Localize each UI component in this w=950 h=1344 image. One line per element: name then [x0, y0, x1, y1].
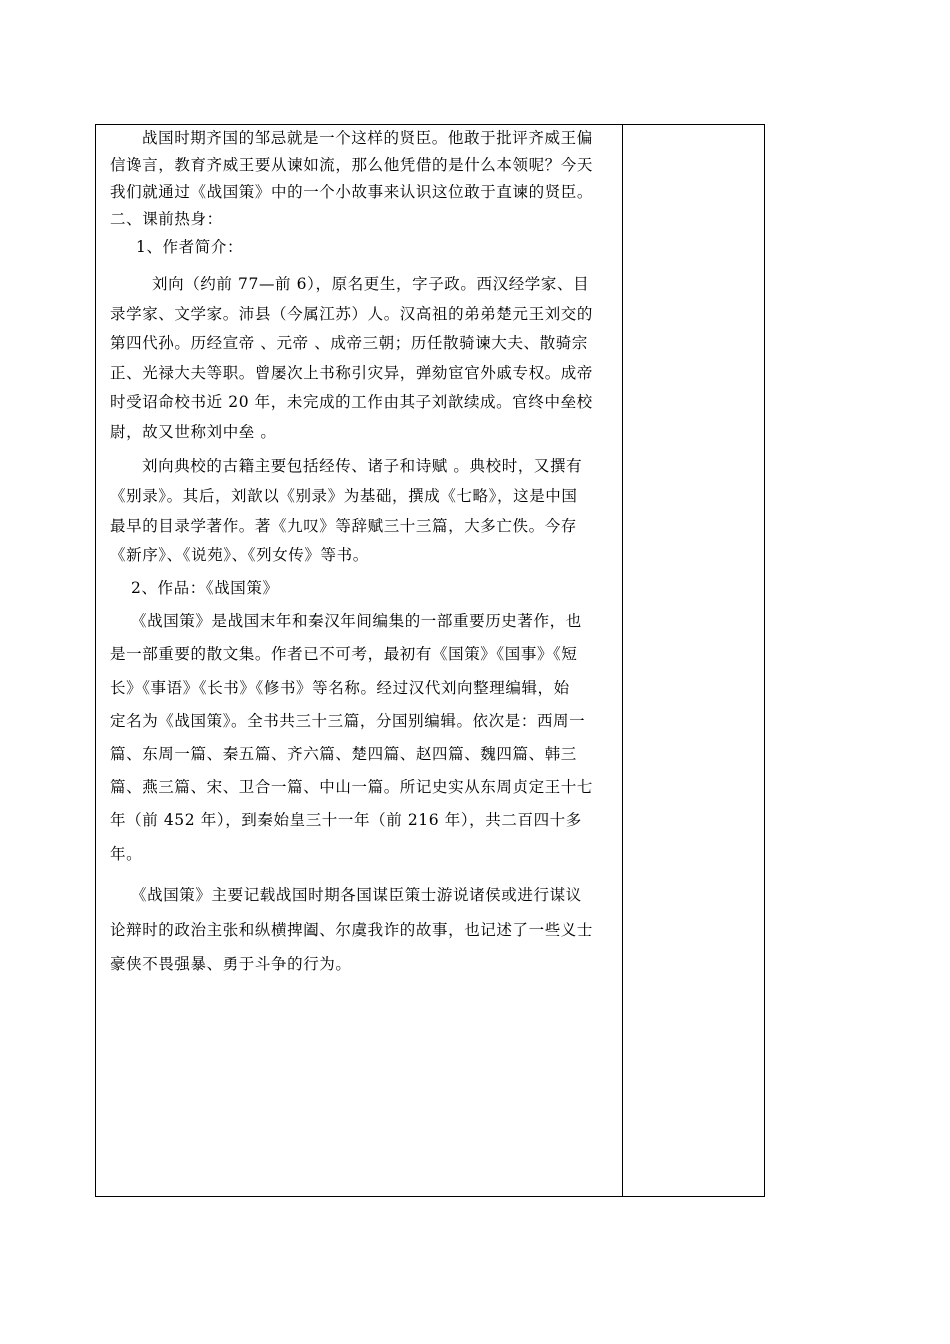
text-line: 定名为《战国策》。全书共三十三篇，分国别编辑。依次是：西周一: [110, 712, 586, 730]
main-text-cell: [96, 125, 623, 1196]
text-line: 论辩时的政治主张和纵横捭阖、尔虞我诈的故事，也记述了一些义士: [110, 921, 594, 939]
text-line: 我们就通过《战国策》中的一个小故事来认识这位敢于直谏的贤臣。: [110, 183, 594, 201]
text-line: 刘向典校的古籍主要包括经传、诸子和诗赋 。典校时，又撰有: [142, 457, 583, 475]
text-line: 时受诏命校书近 20 年，未完成的工作由其子刘歆续成。官终中垒校: [110, 393, 593, 411]
subsection-heading: 1、作者简介：: [136, 238, 244, 256]
text-line: 最早的目录学著作。著《九叹》等辞赋三十三篇，大多亡佚。今存: [110, 517, 577, 535]
content-table: [95, 124, 765, 1197]
text-line: 年。: [110, 845, 143, 863]
text-line: 录学家、文学家。沛县（今属江苏）人。汉高祖的弟弟楚元王刘交的: [110, 305, 594, 323]
text-line: 《新序》、《说苑》、《列女传》等书。: [110, 546, 369, 564]
text-line: 《别录》。其后，刘歆以《别录》为基础，撰成《七略》，这是中国: [110, 487, 578, 505]
text-line: 第四代孙。历经宣帝 、元帝 、成帝三朝；历任散骑谏大夫、散骑宗: [110, 334, 588, 352]
text-line: 长》《事语》《长书》《修书》等名称。经过汉代刘向整理编辑，始: [110, 679, 570, 697]
text-line: 《战国策》是战国末年和秦汉年间编集的一部重要历史著作，也: [131, 612, 582, 630]
text-line: 刘向（约前 77—前 6），原名更生，字子政。西汉经学家、目: [152, 275, 590, 293]
notes-cell: [623, 125, 764, 1196]
section-heading: 二、课前热身：: [110, 210, 223, 228]
text-line: 信谗言，教育齐威王要从谏如流，那么他凭借的是什么本领呢？今天: [110, 156, 594, 174]
text-line: 是一部重要的散文集。作者已不可考，最初有《国策》《国事》《短: [110, 645, 578, 663]
text-line: 篇、东周一篇、秦五篇、齐六篇、楚四篇、赵四篇、魏四篇、韩三: [110, 745, 577, 763]
text-line: 尉，故又世称刘中垒 。: [110, 423, 277, 441]
subsection-heading: 2、作品：《战国策》: [131, 579, 279, 597]
text-line: 年（前 452 年），到秦始皇三十一年（前 216 年），共二百四十多: [110, 811, 582, 829]
text-line: 战国时期齐国的邹忌就是一个这样的贤臣。他敢于批评齐威王偏: [142, 129, 593, 147]
text-line: 篇、燕三篇、宋、卫合一篇、中山一篇。所记史实从东周贞定王十七: [110, 778, 594, 796]
text-line: 正、光禄大夫等职。曾屡次上书称引灾异，弹劾宦官外戚专权。成帝: [110, 364, 594, 382]
text-line: 豪侠不畏强暴、勇于斗争的行为。: [110, 955, 352, 973]
text-line: 《战国策》主要记载战国时期各国谋臣策士游说诸侯或进行谋议: [131, 886, 582, 904]
